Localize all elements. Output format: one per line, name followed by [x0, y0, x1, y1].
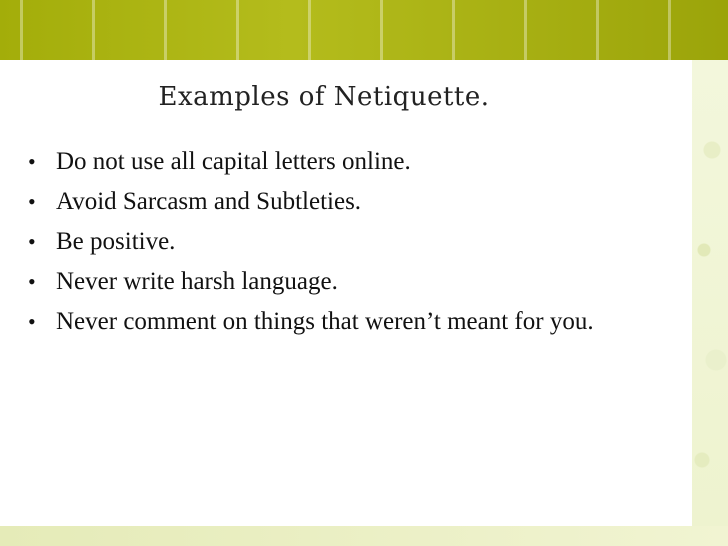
- bullet-text: Avoid Sarcasm and Subtleties.: [56, 188, 362, 215]
- top-decorative-band: [0, 0, 728, 64]
- bullet-text: Be positive.: [56, 228, 176, 255]
- band-stripe: [596, 0, 599, 64]
- bullet-item: [28, 186, 648, 218]
- bullet-item: [28, 266, 648, 298]
- bullet-text: Never comment on things that weren’t meant for you.: [56, 308, 594, 335]
- bullet-marker: •: [28, 149, 36, 174]
- bullet-marker: •: [28, 269, 36, 294]
- band-stripe: [20, 0, 23, 64]
- bullet-marker: •: [28, 189, 36, 214]
- bullet-item: [28, 146, 648, 178]
- bullet-marker: •: [28, 229, 36, 254]
- band-stripe: [164, 0, 167, 64]
- bullet-text: Do not use all capital letters online.: [56, 148, 411, 175]
- band-stripe: [452, 0, 455, 64]
- band-stripe: [236, 0, 239, 64]
- bullet-marker: •: [28, 309, 36, 334]
- bullet-item: [28, 306, 648, 338]
- slide-title: Examples of Netiquette.: [158, 82, 490, 112]
- band-stripe: [92, 0, 95, 64]
- band-stripe: [668, 0, 671, 64]
- bullet-item: [28, 226, 648, 258]
- bullet-list: [28, 146, 648, 346]
- band-stripe: [308, 0, 311, 64]
- right-decorative-panel: [692, 60, 728, 526]
- band-stripe: [524, 0, 527, 64]
- bottom-decorative-band: [0, 526, 728, 546]
- band-stripe: [380, 0, 383, 64]
- bullet-text: Never write harsh language.: [56, 268, 338, 295]
